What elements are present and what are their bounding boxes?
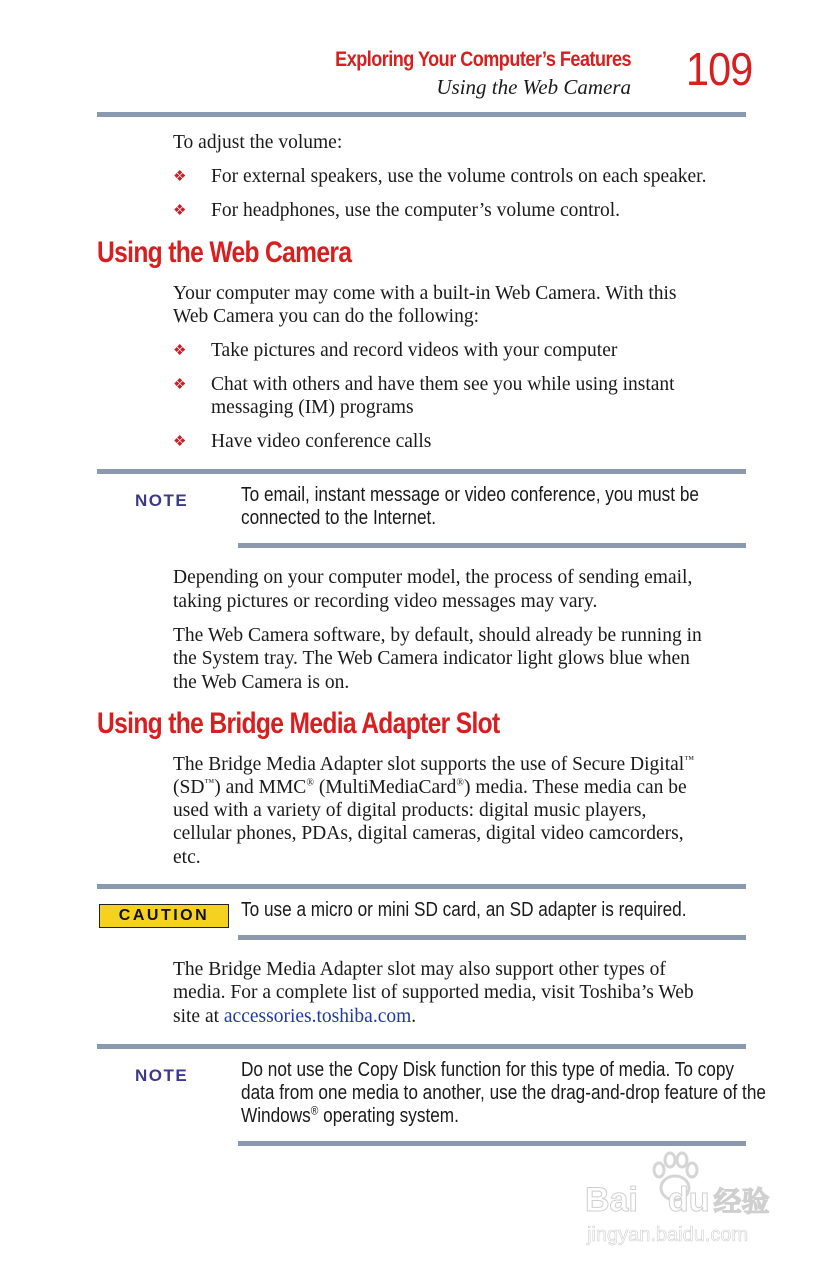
note-label: NOTE — [135, 1066, 189, 1085]
registered-mark: ® — [456, 777, 464, 789]
section-subtitle: Using the Web Camera — [436, 75, 631, 99]
paragraph-line: the System tray. The Web Camera indicator light glows blue when — [173, 648, 690, 669]
paragraph-line: The Web Camera software, by default, should already be running in — [173, 625, 702, 646]
page-number: 109 — [686, 43, 753, 95]
watermark — [585, 1150, 775, 1250]
chapter-title: Exploring Your Computer’s Features — [335, 48, 631, 71]
accessories-link[interactable]: accessories.toshiba.com — [223, 1006, 412, 1027]
diamond-bullet-icon: ❖ — [173, 203, 187, 219]
header-rule — [97, 112, 746, 117]
paragraph-line: Depending on your computer model, the process of sending email, — [173, 567, 693, 588]
note-text-part: Windows — [241, 1105, 311, 1127]
paragraph-line: used with a variety of digital products: digital music players, — [173, 800, 647, 821]
paragraph-text: . — [411, 1006, 417, 1027]
list-item-text: Take pictures and record videos with your computer — [211, 340, 618, 361]
note-text: connected to the Internet. — [241, 507, 437, 529]
volume-intro: To adjust the volume: — [173, 132, 343, 153]
note-text: Do not use the Copy Disk function for this type of media. To copy — [241, 1059, 735, 1081]
list-item-text: Have video conference calls — [211, 431, 432, 452]
paragraph-line — [173, 1005, 416, 1029]
registered-mark: ® — [310, 1103, 319, 1118]
note-text: data from one media to another, use the drag-and-drop feature of the — [241, 1082, 766, 1104]
watermark-url: jingyan.baidu.com — [587, 1224, 749, 1246]
list-item-text: Chat with others and have them see you while using instant — [211, 374, 675, 395]
note-label: NOTE — [135, 491, 189, 510]
section-heading: Using the Bridge Media Adapter Slot — [97, 707, 500, 740]
note-bottom-rule — [238, 543, 746, 548]
paragraph-line: cellular phones, PDAs, digital cameras, digital video camcorders, — [173, 823, 684, 844]
paragraph-text: ) media. These media can be — [463, 777, 687, 798]
list-item-text: messaging (IM) programs — [211, 397, 414, 418]
diamond-bullet-icon: ❖ — [173, 434, 187, 450]
paragraph-text: The Bridge Media Adapter slot supports the use of Secure Digital — [173, 754, 685, 775]
watermark-brand-a: Bai — [585, 1181, 638, 1219]
caution-badge: CAUTION — [99, 904, 229, 928]
note-text — [241, 1105, 459, 1128]
section-heading: Using the Web Camera — [97, 236, 352, 269]
list-item-text: For headphones, use the computer’s volume control. — [211, 200, 621, 221]
paragraph-text: (MultiMediaCard — [313, 777, 457, 798]
note-text-part: operating system. — [318, 1105, 459, 1127]
paragraph-line: The Bridge Media Adapter slot may also support other types of — [173, 959, 666, 980]
paragraph-line — [173, 753, 694, 777]
registered-mark: ® — [306, 777, 314, 789]
paragraph-text: ) and MMC — [214, 777, 307, 798]
note-text: To email, instant message or video conference, you must be — [241, 484, 699, 506]
paragraph-line: Your computer may come with a built-in Web Camera. With this — [173, 283, 677, 304]
watermark-brand-cn: 经验 — [713, 1186, 770, 1217]
diamond-bullet-icon: ❖ — [173, 343, 187, 359]
caution-top-rule — [97, 884, 746, 889]
watermark-brand — [585, 1180, 769, 1220]
paragraph-text: site at — [173, 1006, 224, 1027]
trademark-mark: ™ — [204, 777, 215, 789]
paragraph-text: (SD — [173, 777, 205, 798]
paragraph-line: Web Camera you can do the following: — [173, 306, 480, 327]
diamond-bullet-icon: ❖ — [173, 169, 187, 185]
note-top-rule — [97, 469, 746, 474]
note-top-rule — [97, 1044, 746, 1049]
caution-text: To use a micro or mini SD card, an SD adapter is required. — [241, 899, 687, 921]
paragraph-line: taking pictures or recording video messages may vary. — [173, 591, 598, 612]
paragraph-line: the Web Camera is on. — [173, 672, 350, 693]
note-bottom-rule — [238, 1141, 746, 1146]
caution-bottom-rule — [238, 935, 746, 940]
list-item-text: For external speakers, use the volume controls on each speaker. — [211, 166, 707, 187]
trademark-mark: ™ — [684, 754, 695, 766]
watermark-brand-b: du — [667, 1181, 710, 1219]
paragraph-line — [173, 776, 687, 800]
paragraph-line: etc. — [173, 847, 201, 868]
paragraph-line: media. For a complete list of supported media, visit Toshiba’s Web — [173, 982, 694, 1003]
diamond-bullet-icon: ❖ — [173, 377, 187, 393]
